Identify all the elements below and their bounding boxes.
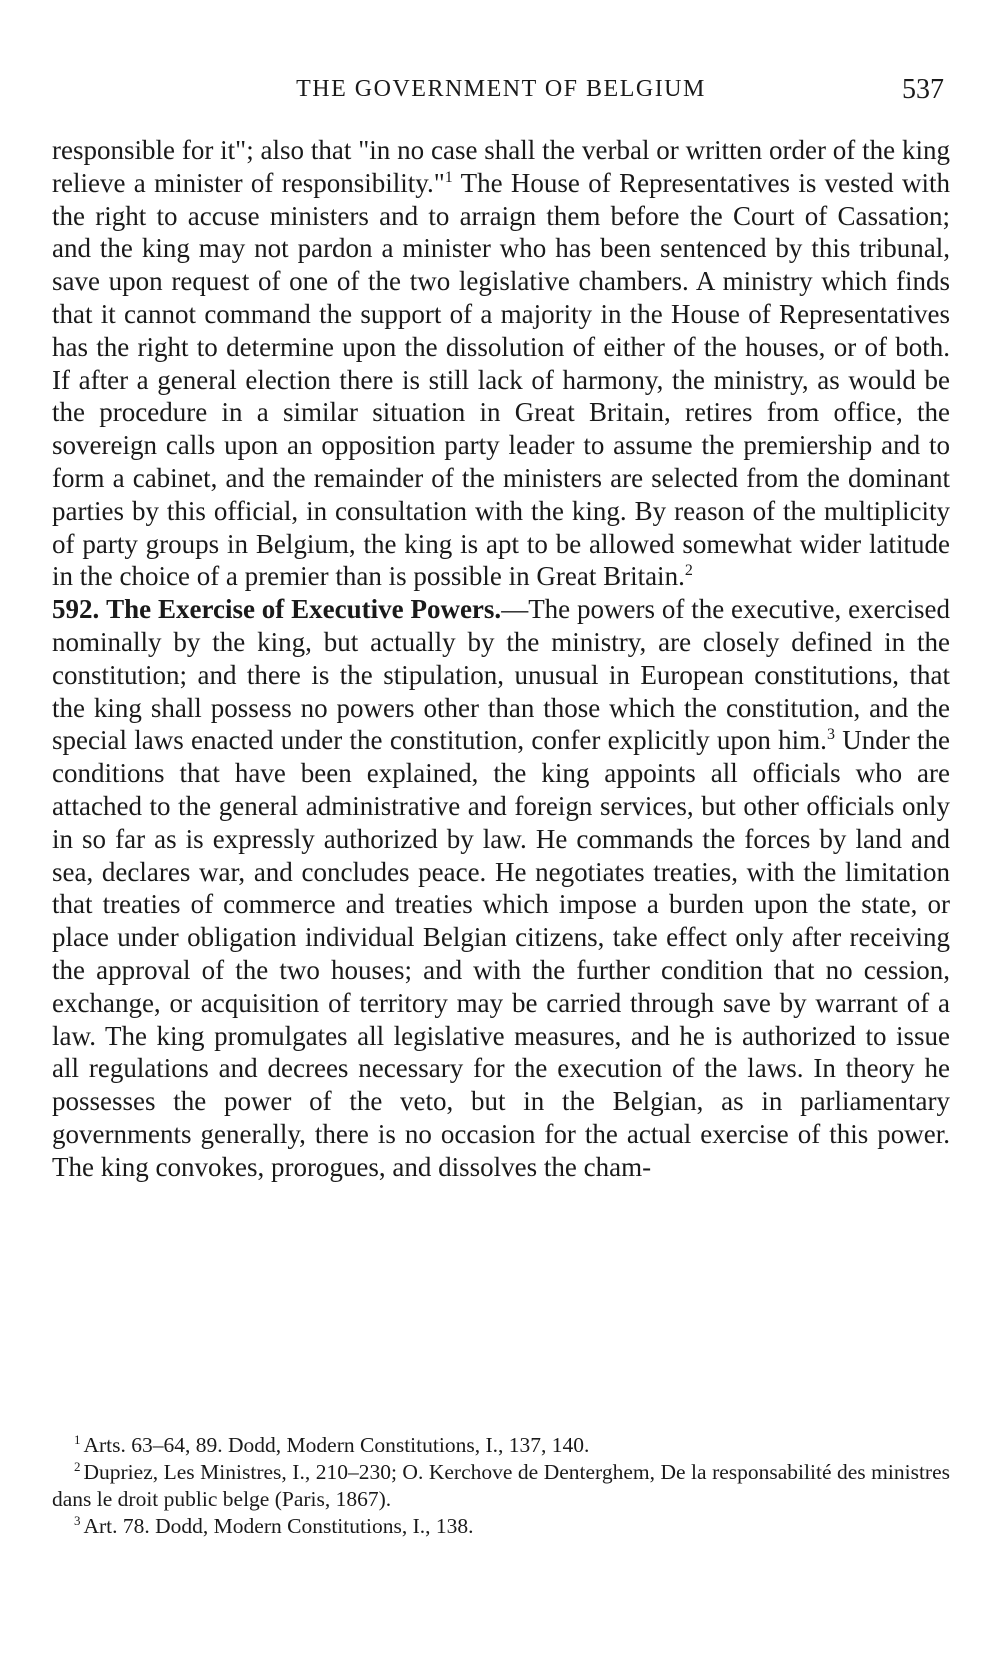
paragraph-text: The House of Representatives is vested with the right to accuse ministers and to arraign them before the Court of Cassation; and the king may not pardon a minister who has been sentenced by this tribunal, save upon request of one of the two legislative chambers. A ministry which finds that it cannot command the support of a majority in the House of Representatives has the right to determine upon the dissolution of either of the houses, or of both. If after a general election there is still lack of harmony, the ministry, as would be the procedure in a similar situation in Great Britain, retires from office, the sovereign calls upon an opposition party leader to assume the premiership and to form a cabinet, and the remainder of the ministers are selected from the dominant parties by this official, in consultation with the king. By reason of the multiplicity of party groups in Belgium, the king is apt to be allowed somewhat wider latitude in the choice of a premier than is possible in Great Britain.	[52, 167, 950, 592]
paragraph-ministerial-responsibility	[52, 134, 950, 593]
body-text	[52, 134, 950, 1184]
footnote-text: Arts. 63–64, 89. Dodd, Modern Constitutions, I., 137, 140.	[83, 1433, 590, 1457]
paragraph-text: Under the conditions that have been explained, the king appoints all officials who are attached to the general administrative and foreign services, but other officials only in so far as is expressly authorized by law. He commands the forces by land and sea, declares war, and concludes peace. He negotiates treaties, with the limitation that treaties of commerce and treaties which impose a burden upon the state, or place under obligation individual Belgian citizens, take effect only after receiving the approval of the two houses; and with the further condition that no cession, exchange, or acquisition of territory may be carried through save by warrant of a law. The king promulgates all legislative measures, and he is authorized to issue all regulations and decrees necessary for the execution of the laws. In theory he possesses the power of the veto, but in the Belgian, as in parliamentary governments generally, there is no occasion for the actual exercise of this power. The king convokes, prorogues, and dissolves the cham-	[52, 725, 950, 1182]
book-page	[52, 0, 950, 1657]
page-number: 537	[902, 74, 944, 105]
footnote-text: Art. 78. Dodd, Modern Constitutions, I., 138.	[83, 1514, 474, 1538]
footnote-1	[52, 1432, 950, 1459]
footnote-marker: 2	[74, 1458, 81, 1474]
running-title: THE GOVERNMENT OF BELGIUM	[296, 76, 706, 102]
running-head	[52, 72, 950, 112]
paragraph-text: responsible for it"; also that "in no case shall the verbal or written order of the king relieve a minister of responsibility."	[52, 135, 950, 198]
footnote-ref-1: 1	[444, 168, 453, 186]
footnotes	[52, 1432, 950, 1540]
footnote-marker: 3	[74, 1512, 81, 1528]
paragraph-text: —The powers of the executive, exercised nominally by the king, but actually by the ministry, are closely defined in the constitution; and there is the stipulation, unusual in European constitutions, that the king shall possess no powers other than those which the constitution, and the special laws enacted under the constitution, confer explicitly upon him.	[52, 594, 951, 756]
footnote-text: Dupriez, Les Ministres, I., 210–230; O. Kerchove de Denterghem, De la responsabilité des ministres dans le droit public belge (Paris, 1867).	[52, 1460, 950, 1511]
section-number: 592.	[52, 594, 100, 625]
footnote-3	[52, 1513, 950, 1540]
footnote-2	[52, 1459, 950, 1513]
footnote-marker: 1	[74, 1431, 81, 1447]
section-heading: The Exercise of Executive Powers.	[106, 594, 502, 625]
footnote-ref-2: 2	[684, 562, 693, 580]
paragraph-executive-powers	[52, 593, 950, 1183]
footnote-ref-3: 3	[826, 726, 835, 744]
